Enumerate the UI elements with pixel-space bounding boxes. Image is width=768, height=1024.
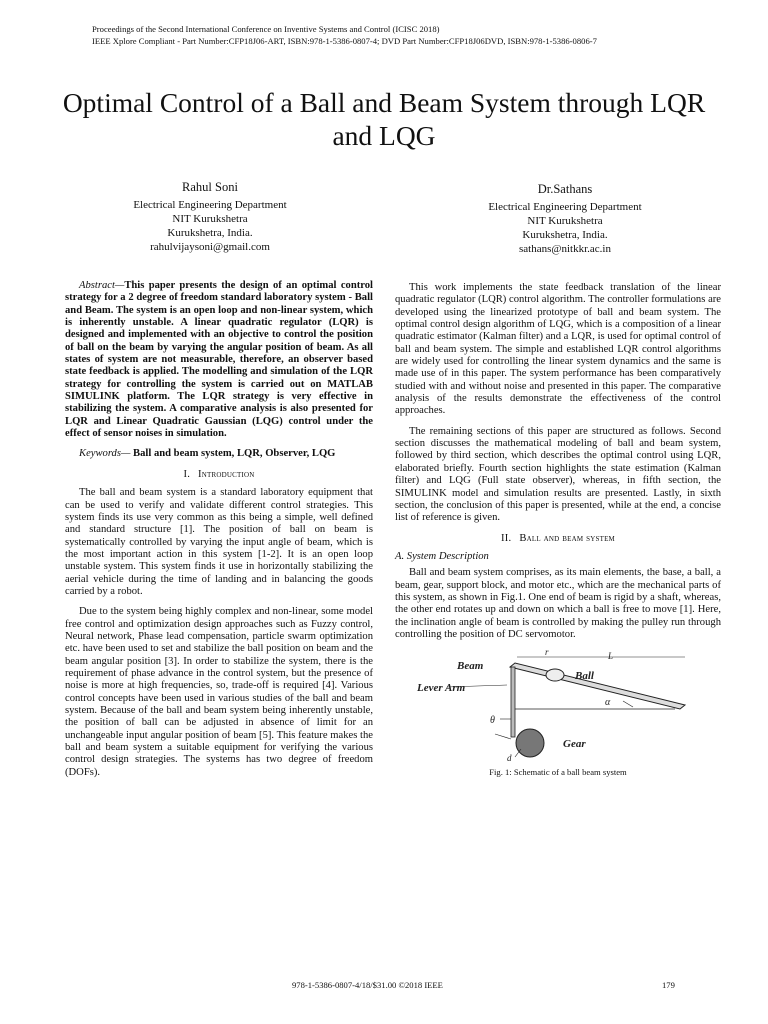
beam-shape [510,663,685,709]
right-paragraph-3: Ball and beam system comprises, as its main elements, the base, a ball, a beam, gear, support block, and motor etc., which are the mechanical parts of this system, as shown in Fig.1. One end of beam is rigid by a shaft, whereas, the other end rotates up and down on which a ball is free to move [1]. Here, the inclination angle of beam is controlled by making the pulley run through controlling the position of DC servomotor. [395,567,721,640]
section-heading-introduction: I. Introduction [183,468,255,480]
author-2 [455,182,675,256]
author-loc: Kurukshetra, India. [522,229,608,241]
right-paragraph-1: This work implements the state feedback translation of the linear quadratic regulator (LQR) control algorithm. The controller formulations are developed using the linearized prototype of ball and beam system. The optimal control design algorithm of LQG, which is a composition of a linear quadratic estimator (Kalman filter) and a LQR, is used for optimal control of ball and beam system. The simple and established LQR control algorithms are widely used for controlling the linear system dynamics and the same is made use of in this paper. The system performance has been comparatively studied with and without noise and presented in this paper. The comparative analysis of the results demonstrate the effectiveness of the control approaches. [395,282,721,417]
ball-shape [546,669,564,681]
label-beam: Beam [457,660,484,673]
figure-ball-beam-schematic [395,649,721,764]
author-dept: Electrical Engineering Department [488,201,642,213]
label-r: r [545,649,549,658]
label-ball: Ball [575,670,594,683]
keywords-lead: Keywords— [79,448,131,460]
label-theta: θ [490,715,495,727]
author-1 [100,180,320,254]
right-column [395,282,721,779]
abstract-lead: Abstract— [79,280,125,291]
keywords [65,448,373,460]
subsection-system-description: A. System Description [395,550,489,562]
label-gear: Gear [563,738,586,751]
keywords-text: Ball and beam system, LQR, Observer, LQG [130,448,336,460]
author-dept: Electrical Engineering Department [133,199,287,211]
header-proceedings: Proceedings of the Second International Conference on Inventive Systems and Control (ICISC 2018) [92,24,440,34]
lever-pointer [495,734,511,739]
right-paragraph-2: The remaining sections of this paper are structured as follows. Second section discusses the mathematical modeling of ball and beam system, followed by third section, which describes the optimal control using LQR, elaborated briefly. Fourth section highlights the state estimation (Kalman filter) and LQG (Full state observer), whereas, in fifth section, the SIMULINK model and simulation results are presented. Lastly, in sixth section, the conclusion of this paper is presented, while at the end, a concise list of reference is given. [395,425,721,524]
gear-shape [516,729,544,757]
abstract-text: This paper presents the design of an optimal control strategy for a 2 degree of freedom standard laboratory system - Ball and Beam. The system is an open loop and non-linear system, which is inherently unstable. A linear quadratic regulator (LQR) is designed and implemented with an objective to control the position of ball on the beam by varying the angular position of beam. As all states of system are not measurable, therefore, an observer based state feedback is applied. The modelling and simulation of the LQR strategy for controlling the system is carried out on MATLAB SIMULINK platform. The LQR strategy is very effective in stabilizing the system. A comparative analysis is also presented for LQR and Linear Quadratic Gaussian (LQG) control under the effect of sensor noises in simulation. [65,280,373,440]
ball-beam-diagram [395,649,721,764]
left-column [65,280,373,787]
author-name: Dr.Sathans [537,182,593,196]
author-inst: NIT Kurukshetra [527,215,603,227]
author-loc: Kurukshetra, India. [167,227,253,239]
intro-paragraph-2: Due to the system being highly complex and non-linear, some model free control and optimization design approaches such as Fuzzy control, Neural network, Phase lead compensation, particle swarm optimization etc. have been used to set and stabilize the ball position on beam and the beam angular position [3]. In order to stabilize the system, there is the requirement of phase advance in the control system, but the presence of noise is more at high frequencies, so, trade-off is required [4]. Various control concepts have been used in various studies of the ball and beam system. Because of the ball and beam system being inherently unstable, the position of ball can be adjusted in absence of limit for an unchangeable input angular position of beam [5]. This feature makes the ball and beam system a suitable equipment for verifying the various control design strategies. The systems has two degree of freedom (DOFs). [65,606,373,778]
author-email: rahulvijaysoni@gmail.com [150,241,270,253]
header-part-number: IEEE Xplore Compliant - Part Number:CFP18J06-ART, ISBN:978-1-5386-0807-4; DVD Part Number:CFP18J06DVD, ISBN:978-1-5386-0806-7 [92,36,597,46]
alpha-arc [623,701,633,707]
label-d: d [507,753,512,764]
footer-isbn: 978-1-5386-0807-4/18/$31.00 ©2018 IEEE [292,980,443,990]
paper-title: Optimal Control of a Ball and Beam System through LQR and LQG [62,87,706,151]
label-lever-arm: Lever Arm [417,682,466,695]
label-L: L [608,651,614,662]
intro-paragraph-1: The ball and beam system is a standard laboratory equipment that can be used to verify and validate different control strategies. This system finds its use very common as this being a simple, well defined and standard structure [1]. The position of ball on beam is systematically controlled by varying the input angle of beam, which is the most important action in this system [1-2]. It is an open loop unstable system. This system finds it use in horizontally stabilizing the aerial vehicle during the time of landing and in balancing the goods carried by a robot. [65,487,373,597]
label-alpha: α [605,697,611,709]
author-name: Rahul Soni [182,180,238,194]
section-heading-ball-beam: II. Ball and beam system [501,532,615,544]
abstract [65,280,373,440]
lever-shaft [511,667,515,737]
author-inst: NIT Kurukshetra [172,213,248,225]
figure-caption: Fig. 1: Schematic of a ball beam system [489,767,627,778]
author-email: sathans@nitkkr.ac.in [518,243,611,255]
page-number: 179 [662,980,675,990]
